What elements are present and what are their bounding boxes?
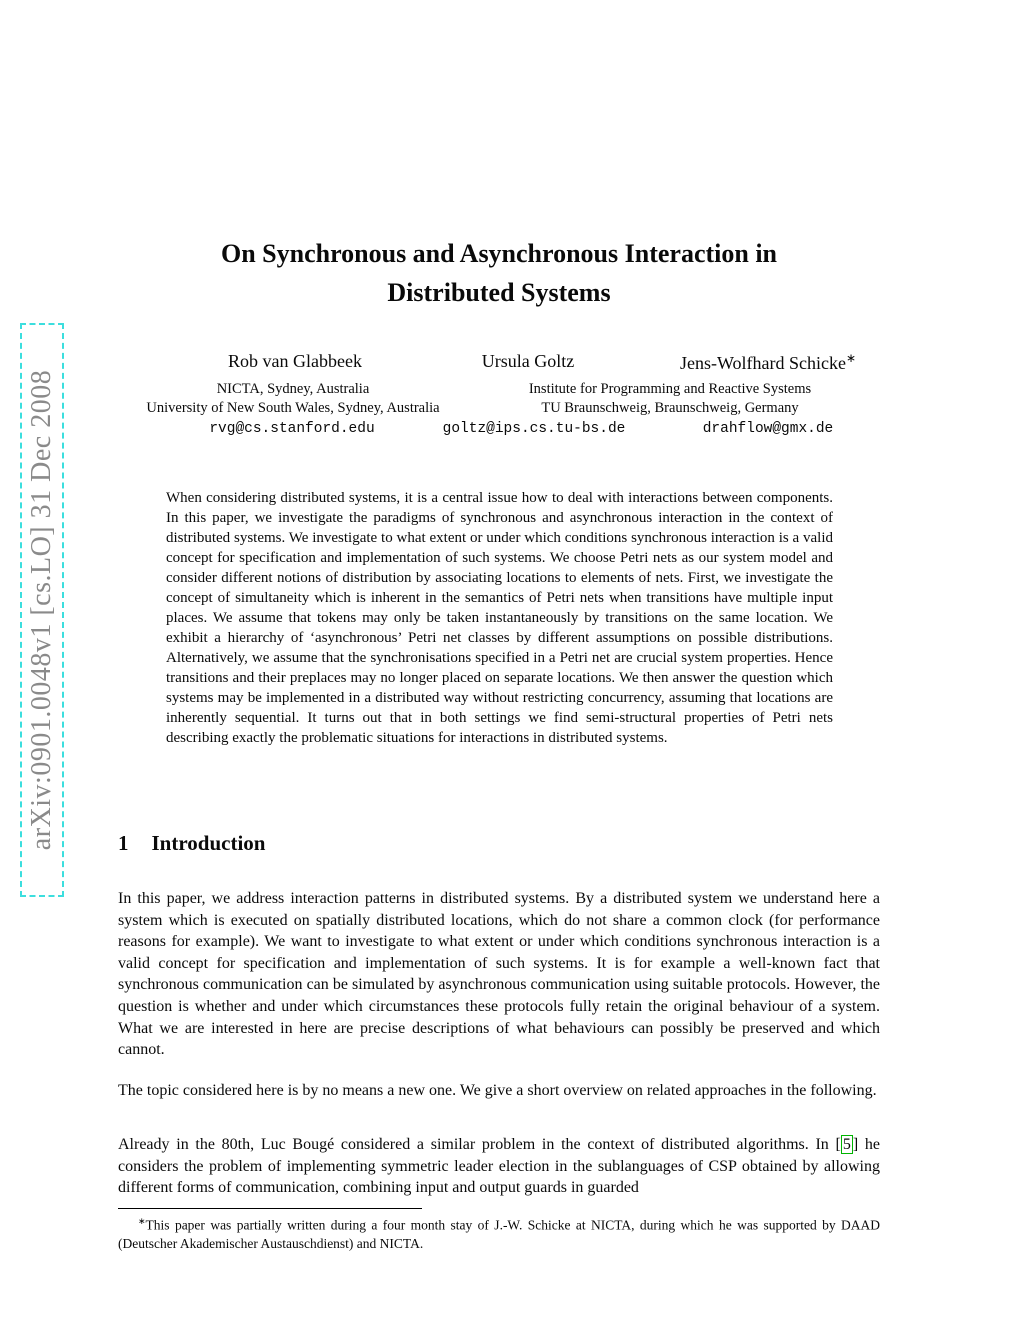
author-name-schicke-text: Jens-Wolfhard Schicke (679, 353, 846, 373)
footnote-rule (118, 1208, 422, 1209)
section-heading (118, 831, 265, 856)
affiliation-line: University of New South Wales, Sydney, Australia (146, 399, 440, 416)
paper-title-line2: Distributed Systems (387, 278, 611, 307)
affiliation-line: NICTA, Sydney, Australia (216, 381, 370, 397)
paragraph-text: ] he considers the problem of implementing symmetric leader election in the sublanguages of CSP obtained by allowing different forms of communication, combining input and output guards in guarded (118, 1136, 880, 1197)
affiliation-line: Institute for Programming and Reactive Systems (528, 381, 812, 397)
author-email-glabbeek: rvg@cs.stanford.edu (209, 421, 375, 437)
abstract-text: When considering distributed systems, it is a central issue how to deal with interactions between components. In this paper, we investigate the paradigms of synchronous and asynchronous interaction in the context of distributed systems. We investigate to what extent or under which conditions synchronous interaction is a valid concept for specification and implementation of such systems. We choose Petri nets as our system model and consider different notions of distribution by associating locations to elements of nets. First, we investigate the concept of simultaneity which is inherent in the semantics of Petri nets when transitions have multiple input places. We assume that tokens may only be taken instantaneously by transitions on the same location. We exhibit a hierarchy of ‘asynchronous’ Petri net classes by different assumptions on possible distributions. Alternatively, we assume that the synchronisations specified in a Petri net are crucial system properties. Hence transitions and their preplaces may no longer placed on separate locations. We then answer the question which systems may be implemented in a distributed way without restricting concurrency, assuming that locations are inherently sequential. It turns out that in both settings we find semi-structural properties of Petri nets describing exactly the problematic situations for interactions in distributed systems. (166, 490, 833, 746)
intro-paragraph-3 (118, 1134, 880, 1199)
author-name-schicke (680, 351, 856, 374)
footnote-body: This paper was partially written during a four month stay of J.-W. Schicke at NICTA, during which he was supported by DAAD (Deutscher Akademischer Austauschdienst) and NICTA. (118, 1217, 880, 1251)
affiliation-line: TU Braunschweig, Braunschweig, Germany (541, 399, 799, 416)
arxiv-stamp (20, 323, 64, 897)
paper-title-line1: On Synchronous and Asynchronous Interaction in (220, 239, 778, 268)
affiliation-glabbeek (146, 380, 439, 417)
footnote-marker: ∗ (138, 1216, 146, 1226)
section-number: 1 (118, 831, 129, 855)
author-name-goltz: Ursula Goltz (481, 351, 575, 371)
arxiv-stamp-text: arXiv:0901.0048v1 [cs.LO] 31 Dec 2008 (26, 369, 57, 851)
author-email-goltz: goltz@ips.cs.tu-bs.de (442, 421, 626, 437)
paragraph-text: Already in the 80th, Luc Bougé considered a similar problem in the context of distributed algorithms. In [ (118, 1136, 841, 1153)
affiliation-goltz-schicke (529, 380, 811, 417)
citation-link-5[interactable]: 5 (842, 1136, 851, 1153)
intro-paragraph-1: In this paper, we address interaction patterns in distributed systems. By a distributed system we understand here a system which is executed on spatially distributed locations, which do not share a common clock (for performance reasons for example). We want to investigate to what extent or under which conditions synchronous interaction is a valid concept for specification and implementation of such systems. It is for example a well-known fact that synchronous communication can be simulated by asynchronous communication using suitable protocols. However, the question is whether and under which circumstances these protocols fully retain the original behaviour of a system. What we are interested in here are precise descriptions of what behaviours can possibly be preserved and which cannot. (118, 890, 880, 1059)
section-title: Introduction (151, 831, 266, 855)
author-name-glabbeek: Rob van Glabbeek (228, 351, 362, 371)
footnote-text (118, 1212, 880, 1253)
author-thanks-marker: ∗ (845, 351, 857, 365)
author-email-schicke: drahflow@gmx.de (702, 421, 834, 437)
paper-title (118, 234, 880, 312)
intro-paragraph-2: The topic considered here is by no means a new one. We give a short overview on related approaches in the following. (118, 1082, 877, 1099)
